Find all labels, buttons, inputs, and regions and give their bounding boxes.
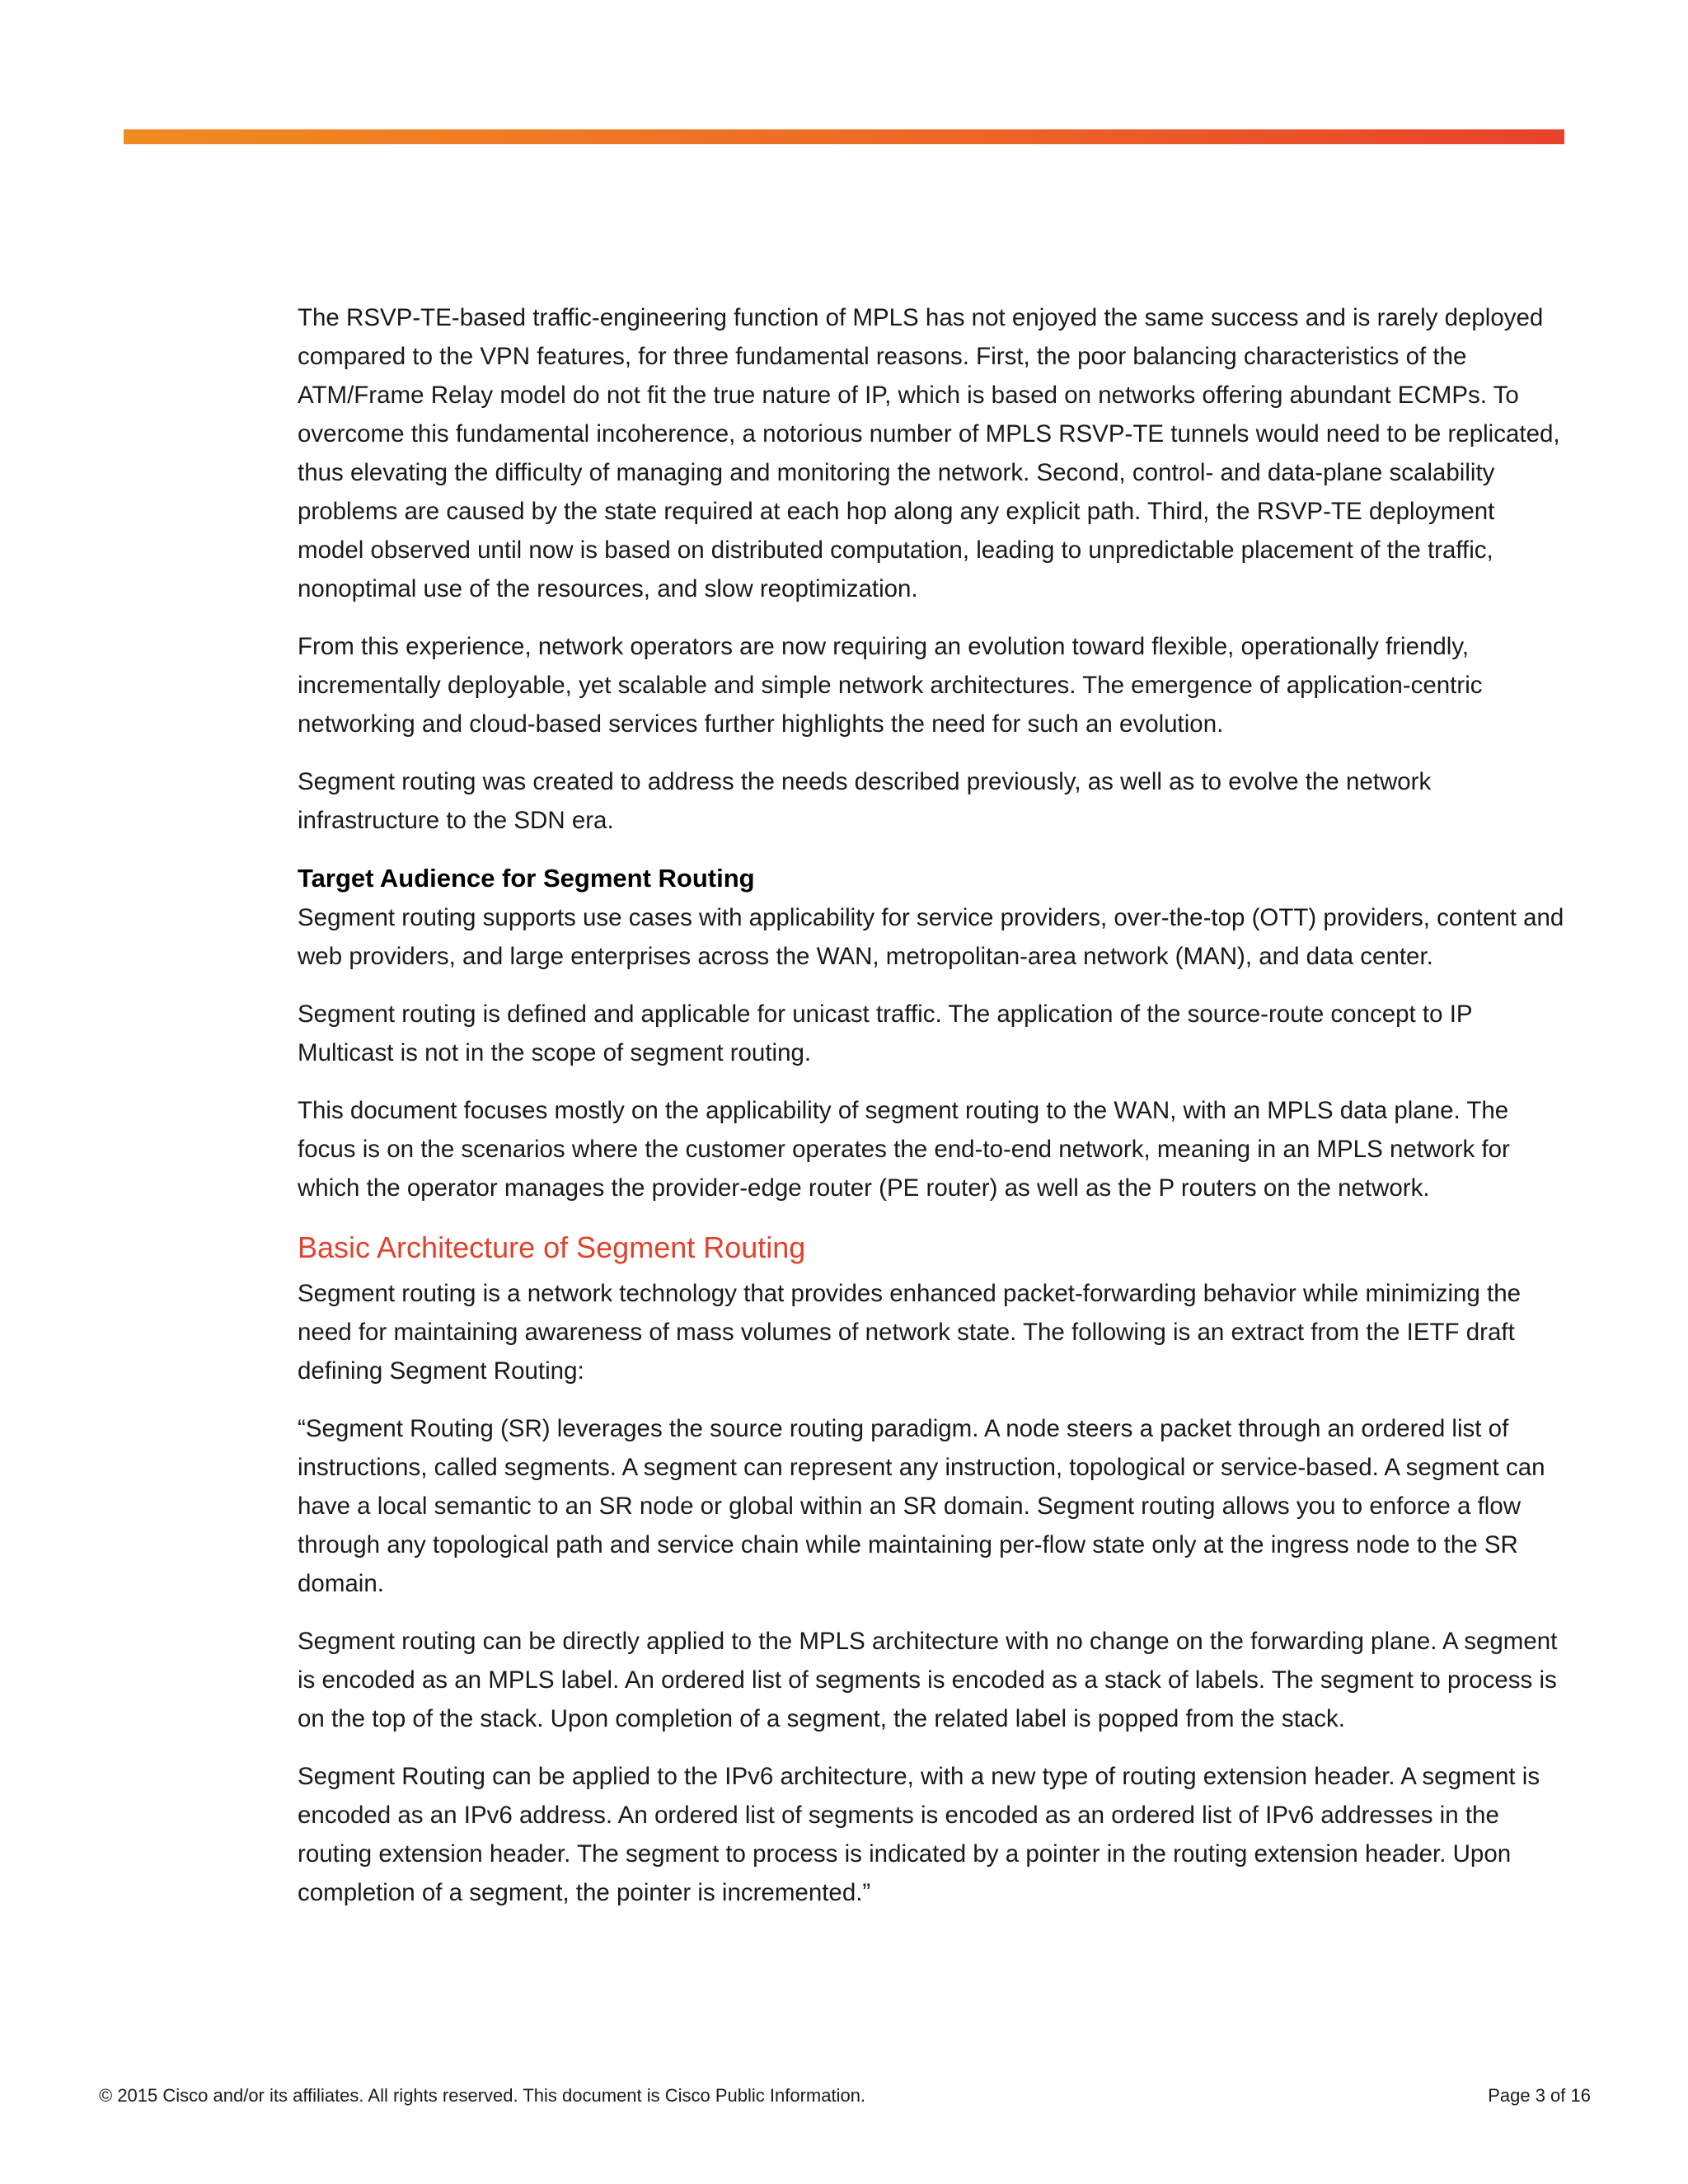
paragraph-use-cases: Segment routing supports use cases with applicability for service providers, over-the-top (OTT) providers, content and web providers, and large enterprises across the WAN, metropolitan-area network (MAN), and data center. — [298, 904, 1564, 970]
paragraph-sr-overview: Segment routing is a network technology that provides enhanced packet-forwarding behavior while minimizing the need for maintaining awareness of mass volumes of network state. The following is an extract from the IETF draft defining Segment Routing: — [298, 1280, 1522, 1385]
paragraph-operator-experience: From this experience, network operators are now requiring an evolution toward flexible, operationally friendly, incrementally deployable, yet scalable and simple network architectures. The emergence of application-centric networking and cloud-based services further highlights the need for such an evolution. — [298, 633, 1483, 738]
footer-copyright: © 2015 Cisco and/or its affiliates. All rights reserved. This document is Cisco Public Information. — [99, 2085, 866, 2106]
paragraph-rsvp-te: The RSVP-TE-based traffic-engineering function of MPLS has not enjoyed the same success and is rarely deployed compared to the VPN features, for three fundamental reasons. First, the poor balancing characteristics of the ATM/Frame Relay model do not fit the true nature of IP, which is based on networks offering abundant ECMPs. To overcome this fundamental incoherence, a notorious number of MPLS RSVP-TE tunnels would need to be replicated, thus elevating the difficulty of managing and monitoring the network. Second, control- and data-plane scalability problems are caused by the state required at each hop along any explicit path. Third, the RSVP-TE deployment model observed until now is based on distributed computation, leading to unpredictable placement of the traffic, nonoptimal use of the resources, and slow reoptimization. — [298, 304, 1560, 602]
paragraph-ipv6-architecture: Segment Routing can be applied to the IPv6 architecture, with a new type of routing extension header. A segment is encoded as an IPv6 address. An ordered list of segments is encoded as an ordered list of IPv6 addresses in the routing extension header. The segment to process is indicated by a pointer in the routing extension header. Upon completion of a segment, the pointer is incremented.” — [298, 1763, 1540, 1906]
footer-page-number: Page 3 of 16 — [1488, 2085, 1591, 2106]
header-accent-bar — [124, 129, 1564, 144]
paragraph-ietf-quote: “Segment Routing (SR) leverages the source routing paradigm. A node steers a packet through an ordered list of instructions, called segments. A segment can represent any instruction, topological or service-based. A segment can have a local semantic to an SR node or global within an SR domain. Segment routing allows you to enforce a flow through any topological path and service chain while maintaining per-flow state only at the ingress node to the SR domain. — [298, 1415, 1545, 1597]
heading-target-audience: Target Audience for Segment Routing — [298, 864, 755, 893]
heading-basic-architecture: Basic Architecture of Segment Routing — [298, 1230, 806, 1264]
paragraph-mpls-architecture: Segment routing can be directly applied to the MPLS architecture with no change on the forwarding plane. A segment is encoded as an MPLS label. An ordered list of segments is encoded as a stack of labels. The segment to process is on the top of the stack. Upon completion of a segment, the related label is popped from the stack. — [298, 1628, 1558, 1732]
paragraph-unicast: Segment routing is defined and applicable for unicast traffic. The application of the source-route concept to IP Multicast is not in the scope of segment routing. — [298, 1001, 1473, 1066]
paragraph-document-focus: This document focuses mostly on the applicability of segment routing to the WAN, with an MPLS data plane. The focus is on the scenarios where the customer operates the end-to-end network, meaning in an MPLS network for which the operator manages the provider-edge router (PE router) as well as the P routers on the network. — [298, 1097, 1510, 1202]
paragraph-sr-purpose: Segment routing was created to address the needs described previously, as well as to evolve the network infrastructure to the SDN era. — [298, 768, 1432, 834]
document-body — [298, 298, 1567, 1931]
